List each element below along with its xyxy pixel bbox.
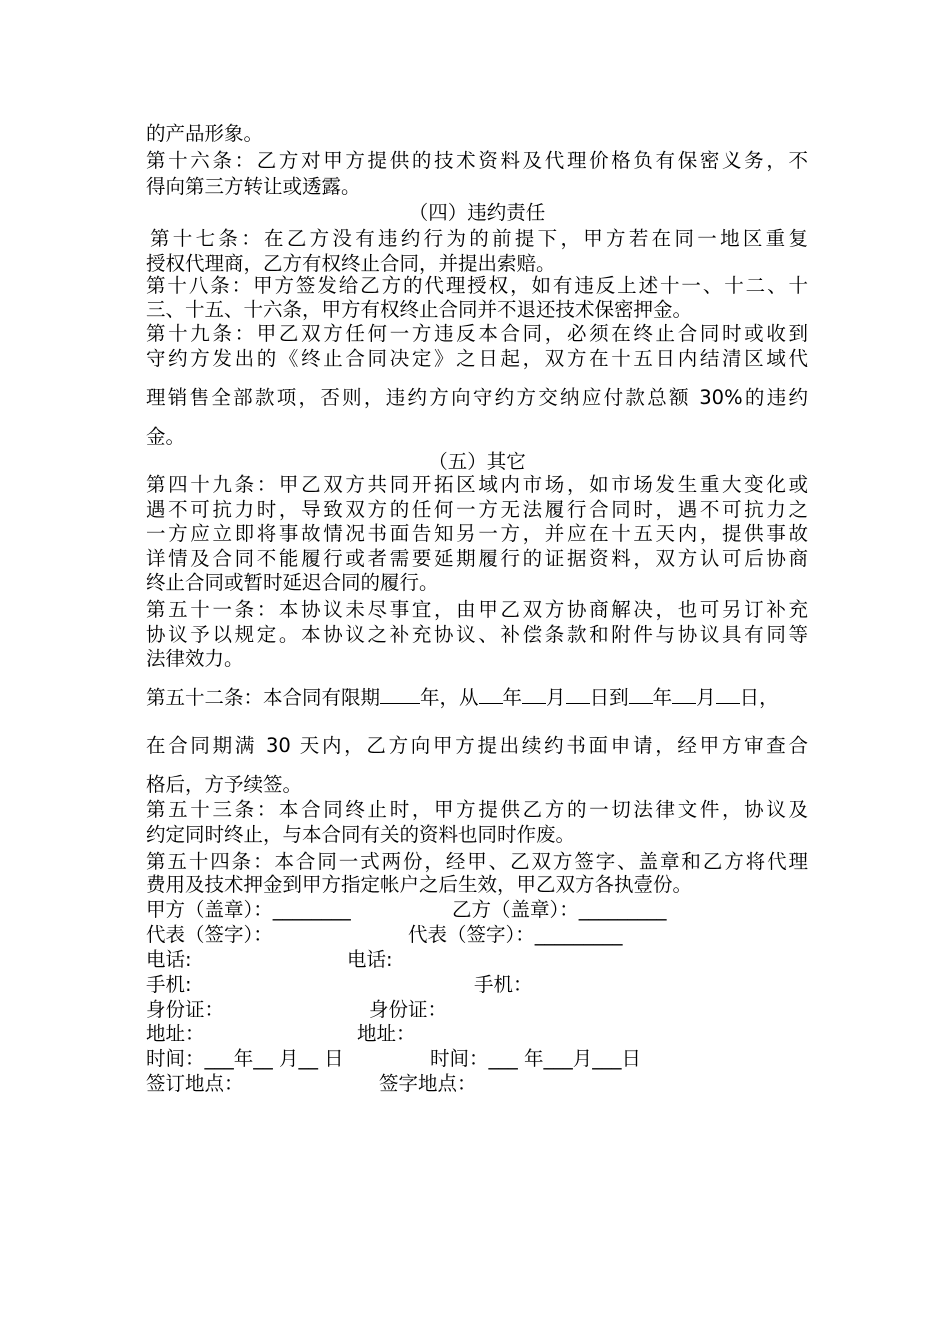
term-text: 日， xyxy=(739,686,779,709)
text-line: 费用及技术押金到甲方指定帐户之后生效，甲乙双方各执壹份。 xyxy=(146,873,693,896)
party-b-place: 签字地点： xyxy=(379,1072,477,1095)
text-line: 遇不可抗力时，导致双方的任何一方无法履行合同时，遇不可抗力之 xyxy=(146,498,808,521)
text-line: 授权代理商，乙方有权终止合同，并提出索赔。 xyxy=(146,252,556,275)
party-a-date: 时间：___年__ 月__ 日 xyxy=(146,1047,344,1070)
party-b-mobile: 手机： xyxy=(474,973,533,996)
text-line: 第五十四条：本合同一式两份，经甲、乙双方签字、盖章和乙方将代理 xyxy=(146,850,808,873)
text-line: 第五十一条：本协议未尽事宜，由甲乙双方协商解决，也可另订补充 xyxy=(146,598,808,621)
text-line: 第十八条：甲方签发给乙方的代理授权，如有违反上述十一、十二、十 xyxy=(146,274,808,297)
text-line: 第五十三条：本合同终止时，甲方提供乙方的一切法律文件，协议及 xyxy=(146,798,808,821)
section-heading: （四）违约责任 xyxy=(408,201,546,224)
party-a-mobile: 手机: xyxy=(146,973,192,996)
blank-field[interactable] xyxy=(522,685,546,704)
term-text: 月 xyxy=(696,686,716,709)
blank-field[interactable] xyxy=(672,685,696,704)
blank-field[interactable] xyxy=(629,685,653,704)
text-line: 第十七条：在乙方没有违约行为的前提下，甲方若在同一地区重复 xyxy=(150,227,808,250)
term-text: 月 xyxy=(546,686,566,709)
text-line: 的产品形象。 xyxy=(146,122,264,145)
term-text: 年 xyxy=(502,686,523,709)
party-b-phone: 电话: xyxy=(347,948,393,971)
party-a-phone: 电话: xyxy=(146,948,192,971)
text-line: 理销售全部款项，否则，违约方向守约方交纳应付款总额 30%的违约 xyxy=(146,386,808,409)
party-b-seal: 乙方（盖章）：_________ xyxy=(452,898,667,921)
text-line: 第十九条：甲乙双方任何一方违反本合同，必须在终止合同时或收到 xyxy=(146,322,808,345)
party-b-representative: 代表（签字）：_________ xyxy=(408,923,623,946)
blank-field[interactable] xyxy=(716,685,740,704)
term-text: 日到 xyxy=(589,686,629,709)
section-heading: （五）其它 xyxy=(428,450,526,473)
text-line: 协议予以规定。本协议之补充协议、补偿条款和附件与协议具有同等 xyxy=(146,623,808,646)
text-line: 守约方发出的《终止合同决定》之日起，双方在十五日内结清区域代 xyxy=(146,347,808,370)
party-a-id: 身份证： xyxy=(146,998,225,1021)
party-a-representative: 代表（签字）： xyxy=(146,923,273,946)
text-line: 法律效力。 xyxy=(146,647,244,670)
party-b-address: 地址： xyxy=(357,1022,416,1045)
text-line: 一方应立即将事故情况书面告知另一方，并应在十五天内，提供事故 xyxy=(146,522,808,545)
text-line: 约定同时终止，与本合同有关的资料也同时作废。 xyxy=(146,823,576,846)
text-line: 详情及合同不能履行或者需要延期履行的证据资料，双方认可后协商 xyxy=(146,547,808,570)
party-a-seal: 甲方（盖章）：________ xyxy=(146,898,351,921)
blank-field[interactable] xyxy=(479,685,503,704)
party-a-address: 地址： xyxy=(146,1022,205,1045)
party-a-place: 签订地点： xyxy=(146,1072,244,1095)
blank-field[interactable] xyxy=(380,685,420,704)
text-line: 得向第三方转让或透露。 xyxy=(146,175,361,198)
text-line: 第十六条：乙方对甲方提供的技术资料及代理价格负有保密义务，不 xyxy=(146,149,808,172)
text-line: 金。 xyxy=(146,425,186,448)
blank-field[interactable] xyxy=(566,685,590,704)
term-text: 年 xyxy=(652,686,673,709)
party-b-date: 时间：___ 年___月___日 xyxy=(430,1047,641,1070)
text-line: 终止合同或暂时延迟合同的履行。 xyxy=(146,571,439,594)
text-line: 在合同期满 30 天内，乙方向甲方提出续约书面申请，经甲方审查合 xyxy=(146,734,808,757)
term-text: 第五十二条：本合同有限期 xyxy=(146,686,381,709)
text-line: 第四十九条：甲乙双方共同开拓区域内市场，如市场发生重大变化或 xyxy=(146,473,808,496)
text-line: 三、十五、十六条，甲方有权终止合同并不退还技术保密押金。 xyxy=(146,298,693,321)
term-text: 年，从 xyxy=(420,686,479,709)
party-b-id: 身份证： xyxy=(369,998,448,1021)
term-line xyxy=(146,685,779,710)
text-line: 格后，方予续签。 xyxy=(146,773,303,796)
